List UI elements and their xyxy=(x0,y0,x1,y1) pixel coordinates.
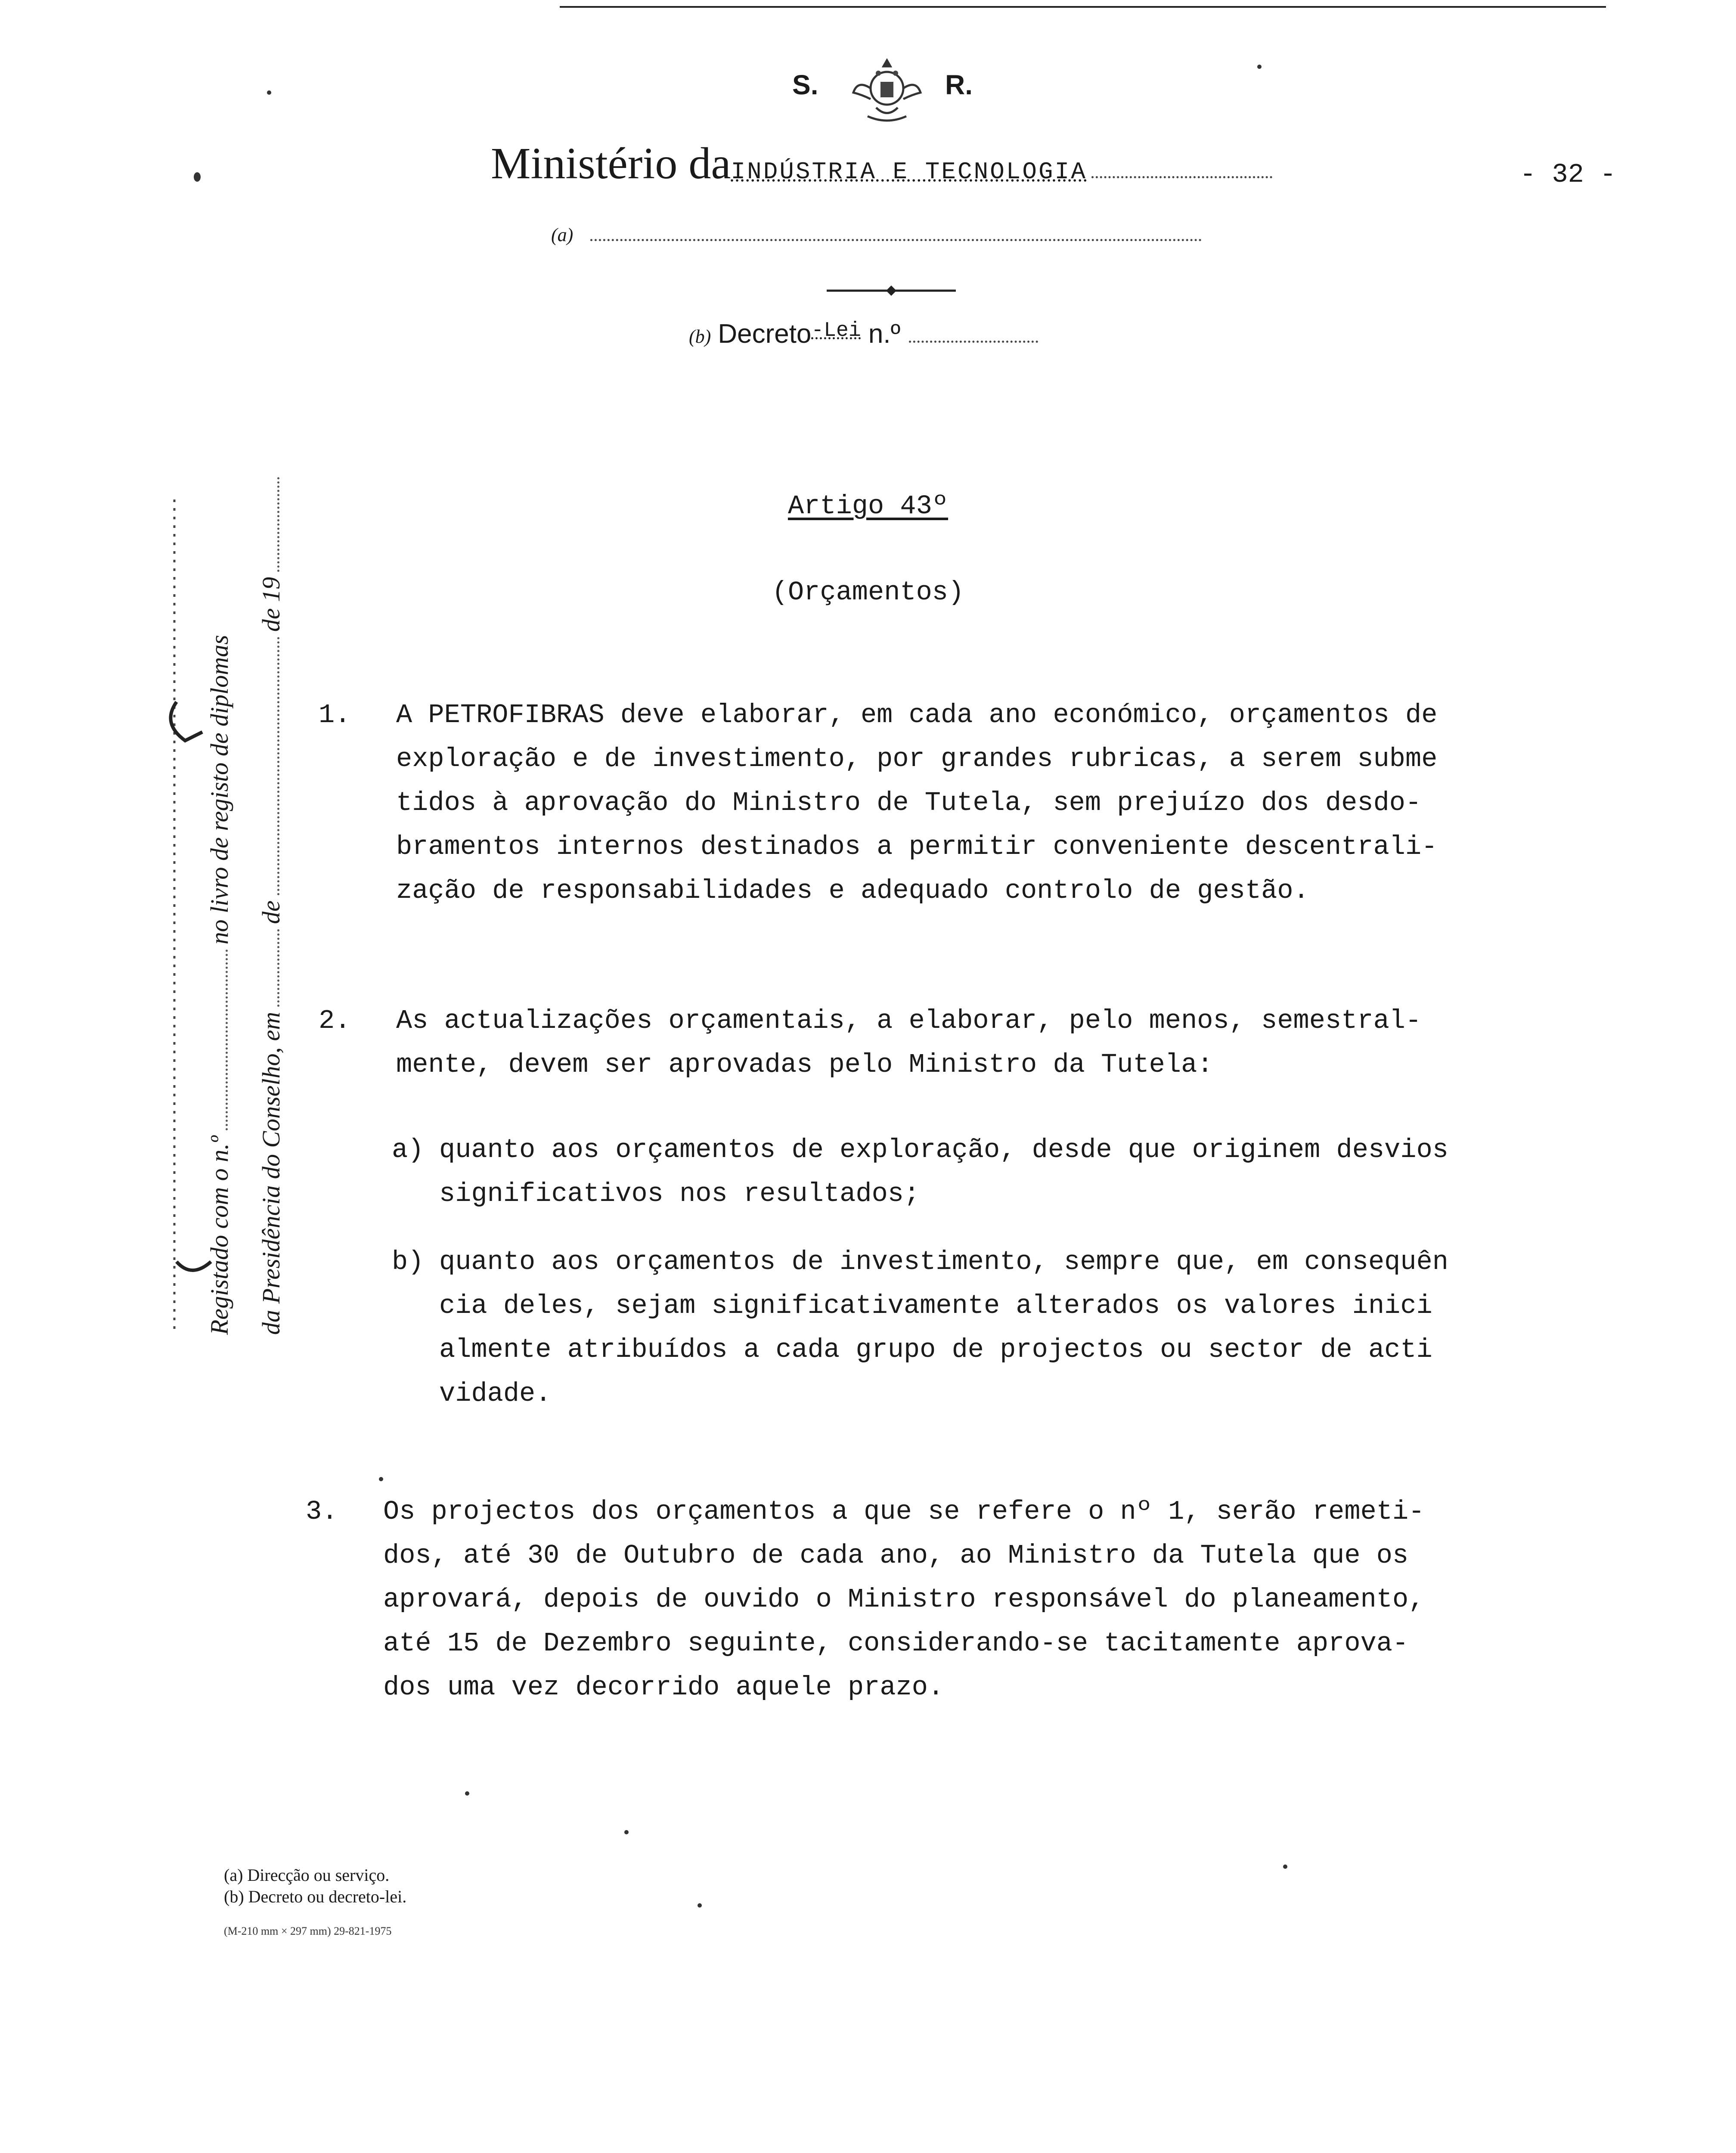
article-title-text: Artigo 43º xyxy=(787,491,949,521)
scan-speck xyxy=(698,1903,702,1908)
paragraph-1-line: A PETROFIBRAS deve elaborar, em cada ano económico, orçamentos de xyxy=(396,700,1438,730)
scan-speck xyxy=(624,1830,629,1834)
subparagraph-a-label: a) xyxy=(392,1135,424,1165)
header-letter-r: R. xyxy=(945,69,973,100)
scan-speck xyxy=(1257,65,1262,69)
subparagraph-b-line: vidade. xyxy=(439,1378,552,1409)
paragraph-3-line: dos, até 30 de Outubro de cada ano, ao Ministro da Tutela que os xyxy=(383,1540,1409,1571)
footnote-b: (b) Decreto ou decreto-lei. xyxy=(224,1887,407,1906)
registry-fill-2b xyxy=(277,637,279,895)
divider-ornament xyxy=(827,284,956,297)
subparagraph-b xyxy=(392,1240,1448,1416)
article-subtitle: (Orçamentos) xyxy=(772,577,964,608)
subparagraph-b-label: b) xyxy=(392,1247,424,1277)
scan-speck xyxy=(1283,1864,1287,1869)
scan-speck xyxy=(267,90,271,95)
scan-speck xyxy=(194,172,201,182)
paragraph-1-line: tidos à aprovação do Ministro de Tutela, sem prejuízo dos desdo- xyxy=(396,788,1422,818)
subparagraph-a-line: significativos nos resultados; xyxy=(439,1179,920,1209)
paragraph-2-line: mente, devem ser aprovadas pelo Ministro da Tutela: xyxy=(396,1049,1213,1080)
direccao-marker: (a) xyxy=(551,224,574,245)
paragraph-3-number: 3. xyxy=(306,1496,338,1527)
left-bracket-mark xyxy=(159,698,207,749)
decreto-label: Decreto xyxy=(718,319,812,349)
decreto-line xyxy=(689,319,1038,349)
paragraph-3-line: Os projectos dos orçamentos a que se refere o nº 1, serão remeti- xyxy=(383,1496,1425,1527)
coat-of-arms-icon xyxy=(842,52,932,125)
ministry-fill-line xyxy=(1091,176,1272,178)
direccao-line xyxy=(551,224,1202,246)
paragraph-1-line: bramentos internos destinados a permitir conveniente descentrali- xyxy=(396,831,1438,862)
registry-text-2a: da Presidência do Conselho, em xyxy=(257,1011,285,1335)
footnote-a: (a) Direcção ou serviço. xyxy=(224,1865,390,1885)
decreto-fill-line xyxy=(909,341,1038,343)
margin-vertical-rule xyxy=(170,499,179,1335)
ministry-label: Ministério xyxy=(491,139,678,188)
registry-text-2c: de 19 xyxy=(257,577,285,632)
paragraph-3-line: até 15 de Dezembro seguinte, considerando-se tacitamente aprova- xyxy=(383,1628,1409,1659)
paragraph-2 xyxy=(319,999,1422,1087)
paragraph-3 xyxy=(306,1490,1425,1709)
ministry-department: INDÚSTRIA E TECNOLOGIA xyxy=(731,158,1087,186)
paragraph-1 xyxy=(319,693,1438,913)
registry-text-1b: no livro de registo de diplomas xyxy=(205,635,233,945)
header-letter-s: S. xyxy=(792,69,818,100)
subparagraph-b-line: quanto aos orçamentos de investimento, sempre que, em consequên xyxy=(439,1247,1448,1277)
direccao-fill-line xyxy=(590,239,1202,241)
paragraph-2-line: As actualizações orçamentais, a elaborar, pelo menos, semestral- xyxy=(396,1005,1422,1036)
registry-text-2b: de xyxy=(257,900,285,924)
scan-speck xyxy=(379,1477,383,1481)
decreto-n: n.º xyxy=(868,319,901,349)
registry-text-1a: Registado com o n.º xyxy=(205,1135,233,1335)
subparagraph-a-line: quanto aos orçamentos de exploração, desde que originem desvios xyxy=(439,1135,1448,1165)
paragraph-3-line: dos uma vez decorrido aquele prazo. xyxy=(383,1672,944,1703)
paragraph-2-number: 2. xyxy=(319,1005,351,1036)
registry-fill-1 xyxy=(226,949,228,1130)
page-number: - 32 - xyxy=(1520,159,1616,190)
subparagraph-b-line: cia deles, sejam significativamente alterados os valores inici xyxy=(439,1291,1432,1321)
ministry-da: da xyxy=(688,139,731,188)
paragraph-1-line: zação de responsabilidades e adequado controlo de gestão. xyxy=(396,875,1309,906)
registry-fill-2a xyxy=(277,929,279,1007)
subparagraph-a xyxy=(392,1128,1448,1216)
top-rule xyxy=(560,6,1606,8)
left-bracket-mark-2 xyxy=(174,1257,213,1279)
subparagraph-b-line: almente atribuídos a cada grupo de projectos ou sector de acti xyxy=(439,1334,1432,1365)
paragraph-1-number: 1. xyxy=(319,700,351,730)
decreto-lei: -Lei xyxy=(811,319,861,342)
paragraph-1-line: exploração e de investimento, por grandes rubricas, a serem subme xyxy=(396,744,1438,774)
scan-speck xyxy=(465,1791,469,1796)
decreto-marker: (b) xyxy=(689,326,711,347)
paragraph-3-line: aprovará, depois de ouvido o Ministro responsável do planeamento, xyxy=(383,1584,1425,1615)
print-code: (M-210 mm × 297 mm) 29-821-1975 xyxy=(224,1925,392,1937)
ministry-title xyxy=(491,138,1272,189)
article-title xyxy=(0,491,1736,521)
